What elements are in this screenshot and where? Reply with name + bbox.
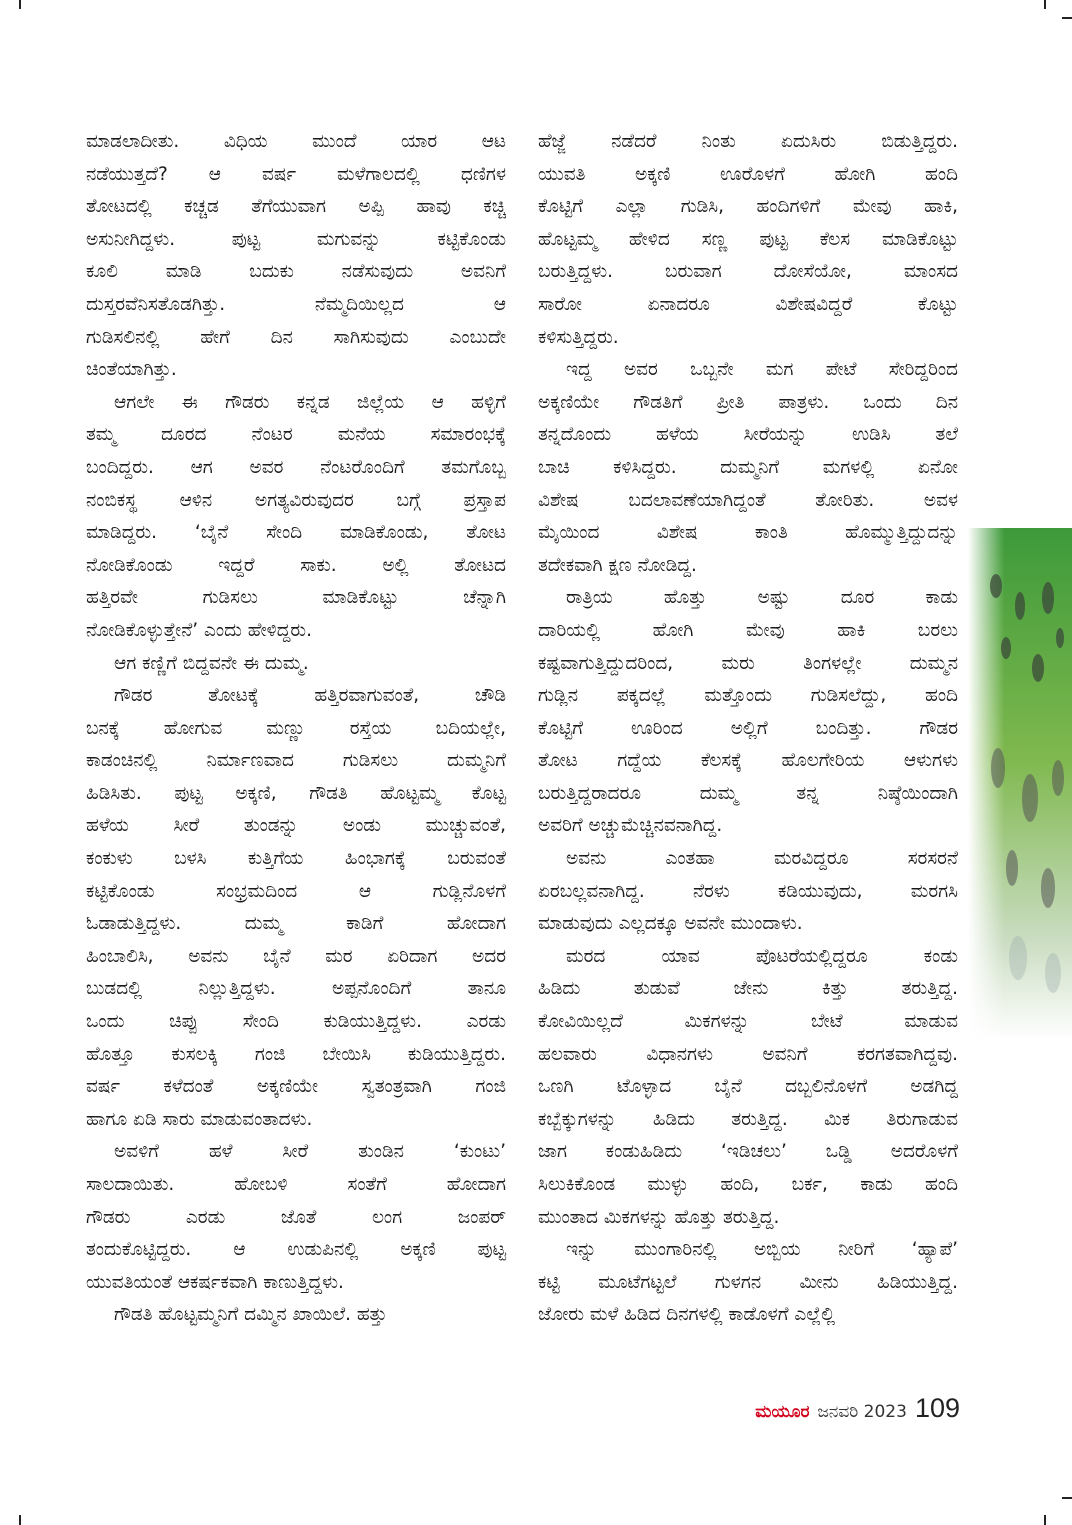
text-line: ಒಂದು ಚಿಪ್ಪು ಸೇಂದಿ ಕುಡಿಯುತ್ತಿದ್ದಳು. ಎರಡು: [86, 1011, 506, 1033]
text-line: ಗುಡ್ಲಿನ ಪಕ್ಕದಲ್ಲೆ ಮತ್ತೊಂದು ಗುಡಿಸಲೆದ್ದು, ಹಂದಿ: [538, 685, 958, 707]
crop-mark-right-upper: [1062, 17, 1072, 19]
crop-mark-top-right: [1044, 0, 1046, 9]
text-line: ನಂಬಿಕಸ್ಥ ಆಳಿನ ಅಗತ್ಯವಿರುವುದರ ಬಗ್ಗೆ ಪ್ರಸ್ತಾಪ: [86, 489, 506, 511]
text-line: ಕೊಟ್ಟಿಗೆ ಊರಿಂದ ಅಲ್ಲಿಗೆ ಬಂದಿತ್ತು. ಗೌಡರ: [538, 717, 958, 739]
text-line: ಕಾಡಂಚಿನಲ್ಲಿ ನಿರ್ಮಾಣವಾದ ಗುಡಿಸಲು ದುಮ್ಮನಿಗೆ: [86, 750, 506, 772]
text-line: ಕಟ್ಟಿ ಮೂಟೆಗಟ್ಟಲೆ ಗುಳಗನ ಮೀನು ಹಿಡಿಯುತ್ತಿದ್ದ.: [538, 1271, 958, 1293]
text-line: ಬರುತ್ತಿದ್ದರಾದರೂ ದುಮ್ಮ ತನ್ನ ನಿಷ್ಠೆಯಿಂದಾಗಿ: [538, 782, 958, 804]
text-line: ಹೊಟ್ಟಮ್ಮ ಹೇಳಿದ ಸಣ್ಣ ಪುಟ್ಟ ಕೆಲಸ ಮಾಡಿಕೊಟ್ಟು: [538, 228, 958, 250]
text-line: ವರ್ಷ ಕಳೆದಂತೆ ಅಕ್ಕಣಿಯೇ ಸ್ವತಂತ್ರವಾಗಿ ಗಂಜಿ: [86, 1076, 506, 1098]
text-line: ಅವರಿಗೆ ಅಚ್ಚುಮೆಚ್ಚಿನವನಾಗಿದ್ದ.: [538, 815, 723, 837]
text-line: ಸಿಲುಕಿಕೊಂಡ ಮುಳ್ಳು ಹಂದಿ, ಬರ್ಕ, ಕಾಡು ಹಂದಿ: [538, 1174, 958, 1195]
crop-mark-bottom-right: [1044, 1515, 1046, 1525]
text-line: ಓಡಾಡುತ್ತಿದ್ದಳು. ದುಮ್ಮ ಕಾಡಿಗೆ ಹೋದಾಗ: [86, 913, 506, 935]
text-line: ಜೋರು ಮಳೆ ಹಿಡಿದ ದಿನಗಳಲ್ಲಿ ಕಾಡೊಳಗೆ ಎಲ್ಲೆಲ್ಲಿ: [538, 1304, 836, 1326]
text-line: ಅಕ್ಕಣಿಯೇ ಗೌಡತಿಗೆ ಪ್ರೀತಿ ಪಾತ್ರಳು. ಒಂದು ದಿನ: [538, 391, 958, 413]
text-line: ಯುವತಿಯಂತೆ ಆಕರ್ಷಕವಾಗಿ ಕಾಣುತ್ತಿದ್ದಳು.: [86, 1271, 344, 1293]
text-line: ವಿಶೇಷ ಬದಲಾವಣೆಯಾಗಿದ್ದಂತೆ ತೋರಿತು. ಅವಳ: [538, 489, 958, 511]
text-line: ಹಲವಾರು ವಿಧಾನಗಳು ಅವನಿಗೆ ಕರಗತವಾಗಿದ್ದವು.: [538, 1043, 958, 1065]
text-line: ಹಳೆಯ ಸೀರೆ ತುಂಡನ್ನು ಅಂಡು ಮುಚ್ಚುವಂತೆ,: [86, 815, 506, 837]
text-line: ಹೊತ್ತೂ ಕುಸಲಕ್ಕಿ ಗಂಜಿ ಬೇಯಿಸಿ ಕುಡಿಯುತ್ತಿದ್ದರು.: [86, 1043, 506, 1065]
crop-mark-right-lower: [1062, 1497, 1072, 1499]
text-line: ಕಳಿಸುತ್ತಿದ್ದರು.: [538, 326, 619, 348]
text-line: ಅವಳಿಗೆ ಹಳೆ ಸೀರೆ ತುಂಡಿನ ‘ಕುಂಟು’: [114, 1141, 506, 1163]
decorative-illustration: [968, 528, 1072, 1040]
text-line: ಅವನು ಎಂತಹಾ ಮರವಿದ್ದರೂ ಸರಸರನೆ: [566, 848, 958, 870]
text-line: ಕೂಲಿ ಮಾಡಿ ಬದುಕು ನಡೆಸುವುದು ಅವನಿಗೆ: [86, 261, 506, 283]
text-line: ಇದ್ದ ಅವರ ಒಬ್ಬನೇ ಮಗ ಪೇಟೆ ಸೇರಿದ್ದರಿಂದ: [566, 359, 958, 381]
page-footer: [755, 1393, 960, 1424]
text-line: ಇನ್ನು ಮುಂಗಾರಿನಲ್ಲಿ ಅಬ್ಬಿಯ ನೀರಿಗೆ ‘ಹ್ಯಾಪೆ’: [566, 1239, 958, 1261]
text-line: ಮರದ ಯಾವ ಪೊಟರೆಯಲ್ಲಿದ್ದರೂ ಕಂಡು: [566, 945, 958, 967]
text-line: ಯುವತಿ ಅಕ್ಕಣಿ ಊರೊಳಗೆ ಹೋಗಿ ಹಂದಿ: [538, 163, 958, 185]
text-line: ಗೌಡರು ಎರಡು ಜೊತೆ ಲಂಗ ಜಂಪರ್: [86, 1206, 506, 1228]
text-line: ನಡೆಯುತ್ತದೆ? ಆ ವರ್ಷ ಮಳೆಗಾಲದಲ್ಲಿ ಧಣಿಗಳ: [86, 163, 506, 185]
text-line: ಬಾಚಿ ಕಳಿಸಿದ್ದರು. ದುಮ್ಮನಿಗೆ ಮಗಳಲ್ಲಿ ಏನೋ: [538, 456, 958, 478]
text-line: ಜಾಗ ಕಂಡುಹಿಡಿದು ‘ಇಡಿಚಲು’ ಒಡ್ಡಿ ಅದರೊಳಗೆ: [538, 1141, 958, 1163]
text-line: ಕಟ್ಟಿಕೊಂಡು ಸಂಭ್ರಮದಿಂದ ಆ ಗುಡ್ಲಿನೊಳಗೆ: [86, 880, 506, 902]
text-line: ಆಗಲೇ ಈ ಗೌಡರು ಕನ್ನಡ ಜಿಲ್ಲೆಯ ಆ ಹಳ್ಳಿಗೆ: [114, 391, 506, 413]
text-line: ನೋಡಿಕೊಳ್ಳುತ್ತೇನೆ’ ಎಂದು ಹೇಳಿದ್ದರು.: [86, 619, 312, 641]
text-line: ಕೋವಿಯಿಲ್ಲದೆ ಮಿಕಗಳನ್ನು ಬೇಟೆ ಮಾಡುವ: [538, 1011, 958, 1033]
text-line: ತಮ್ಮ ದೂರದ ನೆಂಟರ ಮನೆಯ ಸಮಾರಂಭಕ್ಕೆ: [86, 424, 506, 446]
text-line: ಕಬ್ಬೆಕ್ಕುಗಳನ್ನು ಹಿಡಿದು ತರುತ್ತಿದ್ದ. ಮಿಕ ತಿರುಗಾಡುವ: [538, 1108, 958, 1130]
crop-mark-top-left: [19, 0, 21, 9]
text-line: ತೋಟದಲ್ಲಿ ಕಚ್ಚಡ ತೆಗೆಯುವಾಗ ಅಪ್ಪಿ ಹಾವು ಕಚ್ಚಿ: [86, 196, 506, 218]
left-text-column: [86, 126, 506, 1332]
text-line: ನೋಡಿಕೊಂಡು ಇದ್ದರೆ ಸಾಕು. ಅಲ್ಲಿ ತೋಟದ: [86, 554, 506, 576]
text-line: ಗೌಡರ ತೋಟಕ್ಕೆ ಹತ್ತಿರವಾಗುವಂತೆ, ಚೌಡಿ: [114, 685, 506, 707]
text-line: ಕೊಟ್ಟಿಗೆ ಎಲ್ಲಾ ಗುಡಿಸಿ, ಹಂದಿಗಳಿಗೆ ಮೇವು ಹಾಕಿ,: [538, 196, 958, 218]
text-line: ಬರುತ್ತಿದ್ದಳು. ಬರುವಾಗ ದೋಸೆಯೋ, ಮಾಂಸದ: [538, 261, 958, 283]
magazine-name: ಮಯೂರ: [755, 1402, 810, 1422]
text-line: ಬನಕ್ಕೆ ಹೋಗುವ ಮಣ್ಣು ರಸ್ತೆಯ ಬದಿಯಲ್ಲೇ,: [86, 717, 506, 739]
text-line: ರಾತ್ರಿಯ ಹೊತ್ತು ಅಷ್ಟು ದೂರ ಕಾಡು: [566, 587, 958, 609]
text-line: ಅಸುನೀಗಿದ್ದಳು. ಪುಟ್ಟ ಮಗುವನ್ನು ಕಟ್ಟಿಕೊಂಡು: [86, 228, 506, 250]
text-line: ಸಾರೋ ಏನಾದರೂ ವಿಶೇಷವಿದ್ದರೆ ಕೊಟ್ಟು: [538, 293, 958, 315]
text-line: ಹಿಡಿಸಿತು. ಪುಟ್ಟ ಅಕ್ಕಣಿ, ಗೌಡತಿ ಹೊಟ್ಟಮ್ಮ ಕೊಟ್ಟ: [86, 782, 506, 804]
right-text-column: [538, 126, 958, 1332]
text-line: ಏರಬಲ್ಲವನಾಗಿದ್ದ. ನೆರಳು ಕಡಿಯುವುದು, ಮರಗಸಿ: [538, 880, 958, 902]
text-line: ಹೆಜ್ಜೆ ನಡೆದರೆ ನಿಂತು ಏದುಸಿರು ಬಿಡುತ್ತಿದ್ದರು.: [538, 131, 958, 152]
text-line: ಸಾಲದಾಯಿತು. ಹೋಬಳಿ ಸಂತೆಗೆ ಹೋದಾಗ: [86, 1174, 506, 1195]
text-line: ಗೌಡತಿ ಹೊಟ್ಟಮ್ಮನಿಗೆ ದಮ್ಮಿನ ಖಾಯಿಲೆ. ಹತ್ತು: [114, 1304, 387, 1326]
text-line: ತನ್ನದೊಂದು ಹಳೆಯ ಸೀರೆಯನ್ನು ಉಡಿಸಿ ತಲೆ: [538, 424, 958, 446]
issue-date: ಜನವರಿ 2023: [817, 1402, 907, 1422]
text-line: ದುಸ್ತರವೆನಿಸತೊಡಗಿತ್ತು. ನೆಮ್ಮದಿಯಿಲ್ಲದ ಆ: [86, 293, 506, 315]
text-line: ಮುಂತಾದ ಮಿಕಗಳನ್ನು ಹೊತ್ತು ತರುತ್ತಿದ್ದ.: [538, 1206, 780, 1228]
text-line: ಮಾಡಲಾದೀತು. ವಿಧಿಯ ಮುಂದೆ ಯಾರ ಆಟ: [86, 131, 506, 152]
text-line: ಮೈಯಿಂದ ವಿಶೇಷ ಕಾಂತಿ ಹೊಮ್ಮುತ್ತಿದ್ದುದನ್ನು: [538, 522, 958, 544]
text-line: ಮಾಡುವುದು ಎಲ್ಲದಕ್ಕೂ ಅವನೇ ಮುಂದಾಳು.: [538, 913, 803, 935]
text-line: ತದೇಕವಾಗಿ ಕ್ಷಣ ನೋಡಿದ್ದ.: [538, 554, 697, 576]
text-line: ಬಂದಿದ್ದರು. ಆಗ ಅವರ ನೆಂಟರೊಂದಿಗೆ ತಮಗೊಬ್ಬ: [86, 456, 506, 478]
text-line: ಆಗ ಕಣ್ಣಿಗೆ ಬಿದ್ದವನೇ ಈ ದುಮ್ಮ.: [114, 652, 309, 674]
text-line: ಹಿಡಿದು ತುಡುವೆ ಜೇನು ಕಿತ್ತು ತರುತ್ತಿದ್ದ.: [538, 978, 958, 1000]
crop-mark-bottom-left: [19, 1515, 21, 1525]
text-line: ಒಣಗಿ ಟೊಳ್ಳಾದ ಬೈನೆ ದಬ್ಬಲಿನೊಳಗೆ ಅಡಗಿದ್ದ: [538, 1076, 958, 1098]
text-line: ದಾರಿಯಲ್ಲಿ ಹೋಗಿ ಮೇವು ಹಾಕಿ ಬರಲು: [538, 619, 958, 641]
text-line: ತೋಟ ಗದ್ದೆಯ ಕೆಲಸಕ್ಕೆ ಹೊಲಗೇರಿಯ ಆಳುಗಳು: [538, 750, 958, 772]
text-line: ಮಾಡಿದ್ದರು. ‘ಬೈನೆ ಸೇಂದಿ ಮಾಡಿಕೊಂಡು, ತೋಟ: [86, 522, 506, 544]
text-line: ಗುಡಿಸಲಿನಲ್ಲಿ ಹೇಗೆ ದಿನ ಸಾಗಿಸುವುದು ಎಂಬುದೇ: [86, 326, 506, 348]
text-line: ಕಷ್ಟವಾಗುತ್ತಿದ್ದುದರಿಂದ, ಮರು ತಿಂಗಳಲ್ಲೇ ದುಮ್ಮನ: [538, 652, 958, 674]
text-line: ಹತ್ತಿರವೇ ಗುಡಿಸಲು ಮಾಡಿಕೊಟ್ಟು ಚೆನ್ನಾಗಿ: [86, 587, 506, 609]
text-line: ಹಾಗೂ ಏಡಿ ಸಾರು ಮಾಡುವಂತಾದಳು.: [86, 1108, 313, 1130]
text-line: ಹಿಂಬಾಲಿಸಿ, ಅವನು ಬೈನೆ ಮರ ಏರಿದಾಗ ಅದರ: [86, 945, 506, 967]
text-line: ತಂದುಕೊಟ್ಟಿದ್ದರು. ಆ ಉಡುಪಿನಲ್ಲಿ ಅಕ್ಕಣಿ ಪುಟ್ಟ: [86, 1239, 506, 1261]
text-line: ಚಿಂತೆಯಾಗಿತ್ತು.: [86, 359, 177, 381]
text-line: ಕಂಕುಳು ಬಳಸಿ ಕುತ್ತಿಗೆಯ ಹಿಂಭಾಗಕ್ಕೆ ಬರುವಂತೆ: [86, 848, 506, 870]
page-number: 109: [914, 1393, 960, 1423]
text-line: ಬುಡದಲ್ಲಿ ನಿಲ್ಲುತ್ತಿದ್ದಳು. ಅಪ್ಪನೊಂದಿಗೆ ತಾನೂ: [86, 978, 506, 1000]
